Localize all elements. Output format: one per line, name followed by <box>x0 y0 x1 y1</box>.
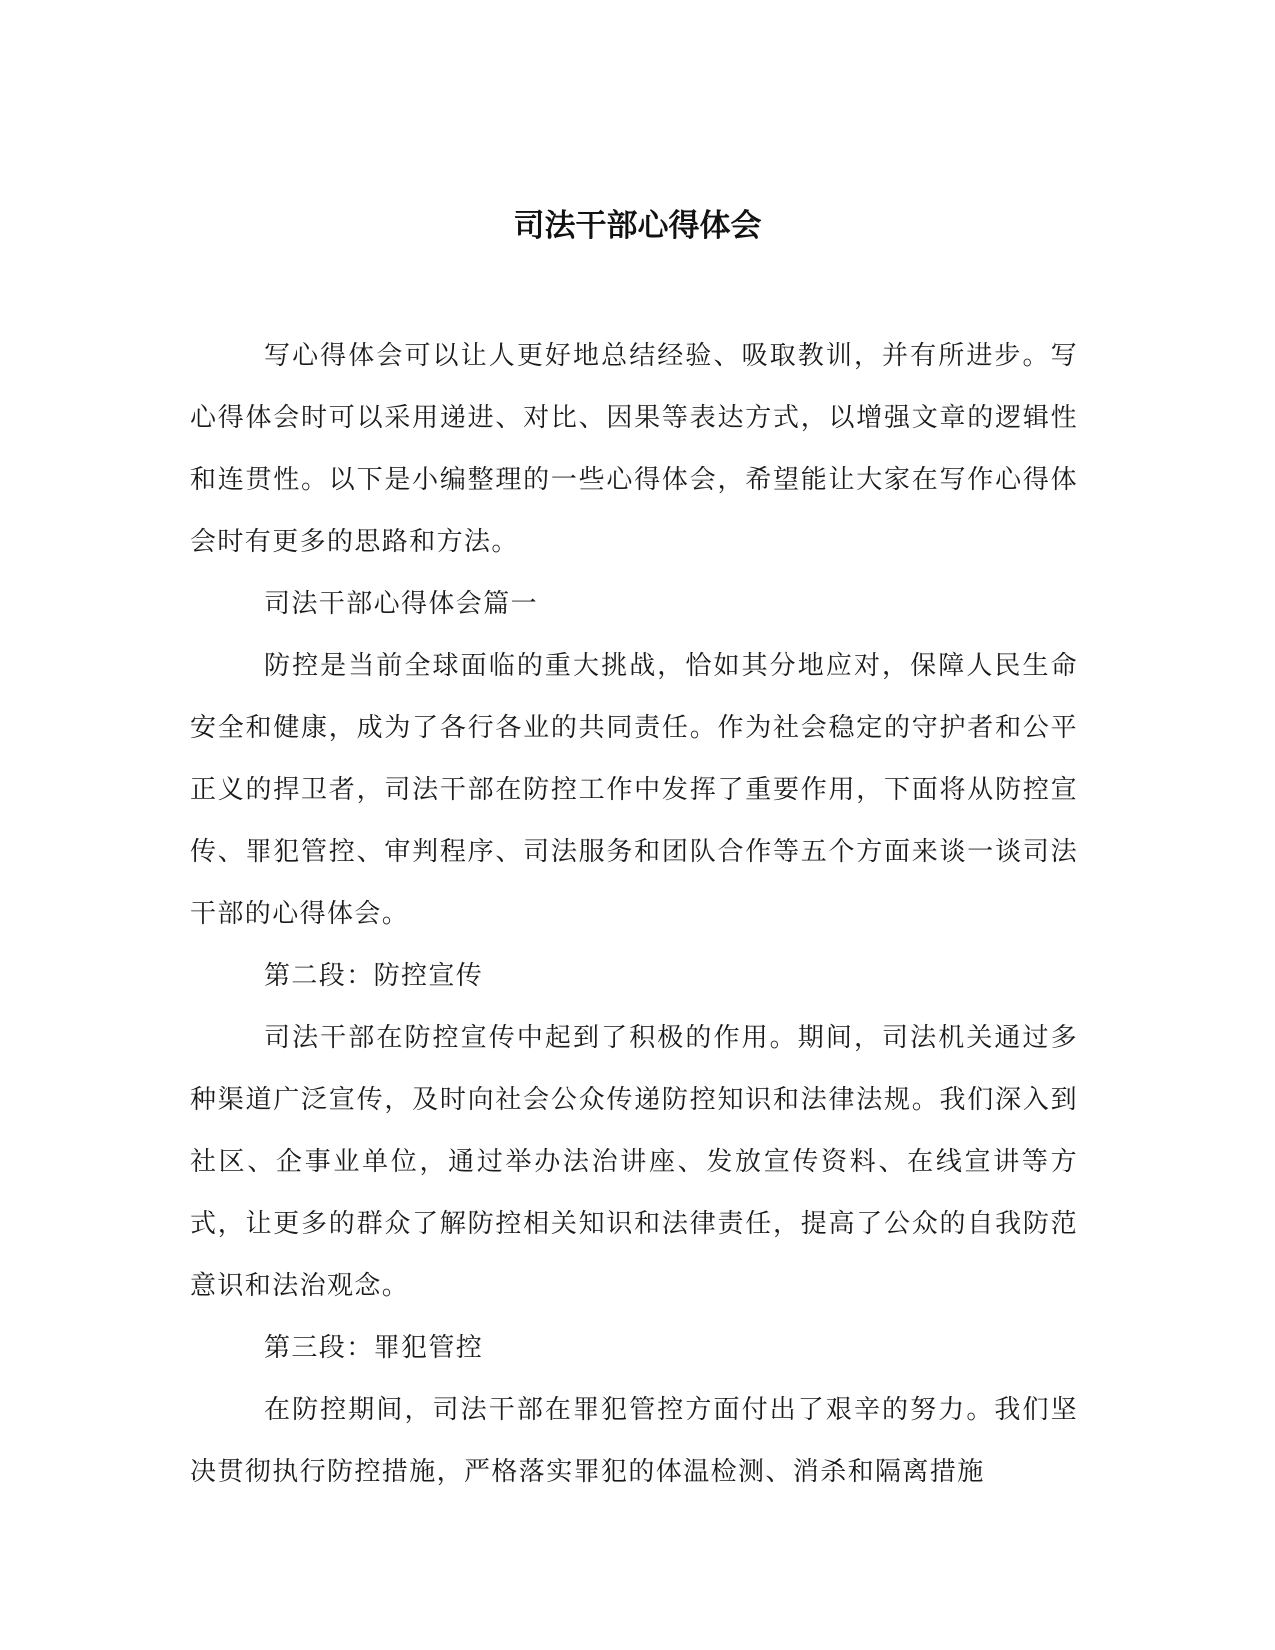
section-heading-offender-control: 第三段：罪犯管控 <box>264 1333 484 1363</box>
document-body <box>190 325 1078 1503</box>
section-heading-publicity: 第二段：防控宣传 <box>264 961 484 991</box>
body-paragraph: 防控是当前全球面临的重大挑战，恰如其分地应对，保障人民生命安全和健康，成为了各行各业的共同责任。作为社会稳定的守护者和公平正义的捍卫者，司法干部在防控工作中发挥了重要作用，下面将从防控宣传、罪犯管控、审判程序、司法服务和团队合作等五个方面来谈一谈司法干部的心得体会。 <box>190 651 1078 929</box>
document-title: 司法干部心得体会 <box>513 208 762 244</box>
body-paragraph: 司法干部在防控宣传中起到了积极的作用。期间，司法机关通过多种渠道广泛宣传，及时向社会公众传递防控知识和法律法规。我们深入到社区、企事业单位，通过举办法治讲座、发放宣传资料、在线宣讲等方式，让更多的群众了解防控相关知识和法律责任，提高了公众的自我防范意识和法治观念。 <box>190 1023 1078 1301</box>
body-paragraph: 在防控期间，司法干部在罪犯管控方面付出了艰辛的努力。我们坚决贯彻执行防控措施，严格落实罪犯的体温检测、消杀和隔离措施 <box>190 1395 1078 1487</box>
intro-paragraph: 写心得体会可以让人更好地总结经验、吸取教训，并有所进步。写心得体会时可以采用递进、对比、因果等表达方式，以增强文章的逻辑性和连贯性。以下是小编整理的一些心得体会，希望能让大家在写作心得体会时有更多的思路和方法。 <box>190 341 1078 557</box>
section-heading-part-one: 司法干部心得体会篇一 <box>264 589 539 619</box>
